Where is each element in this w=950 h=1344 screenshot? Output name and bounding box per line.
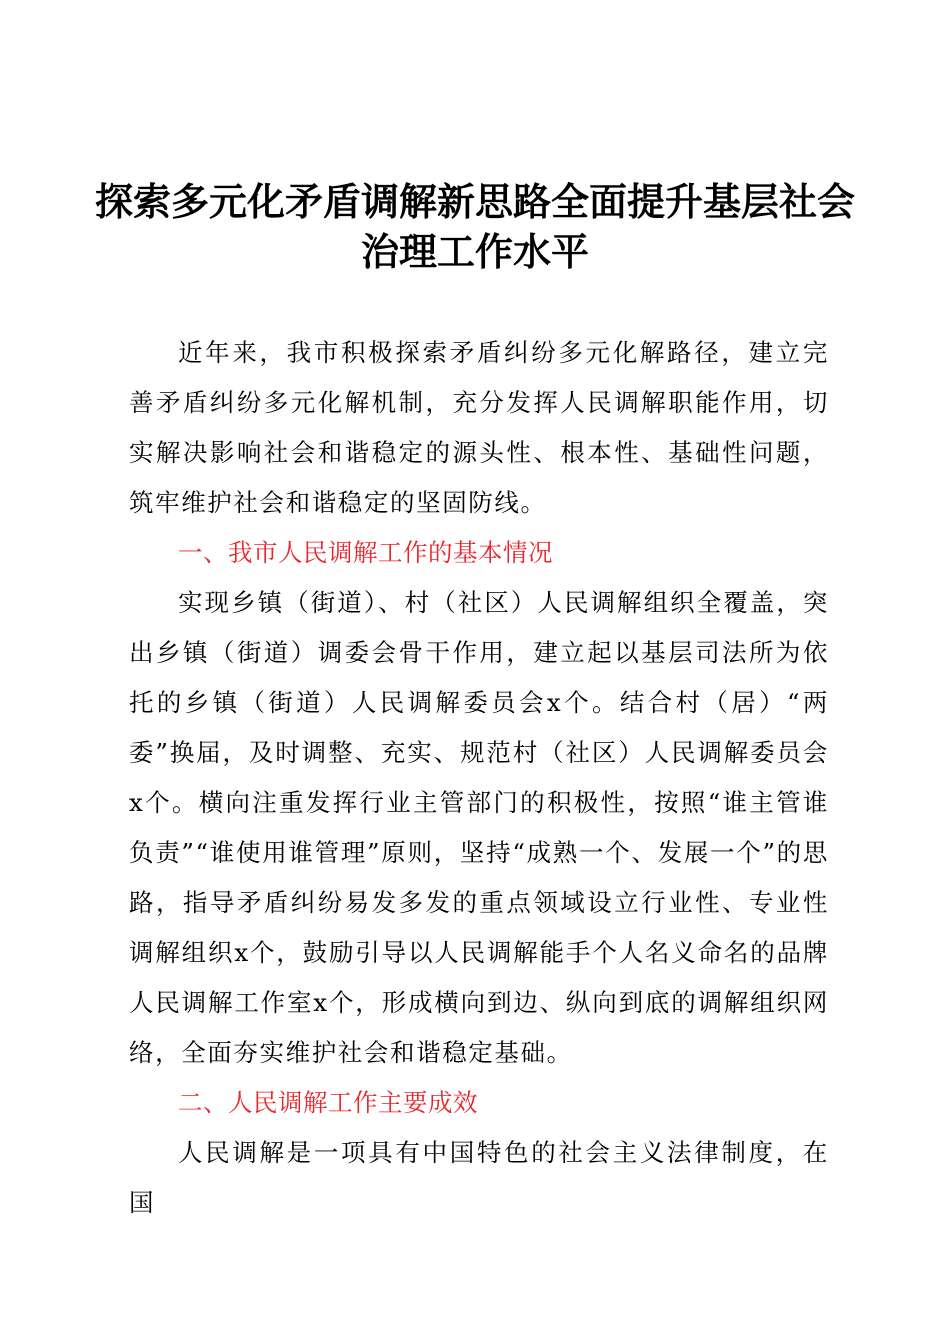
- section-2-heading: 二、人民调解工作主要成效: [178, 1088, 478, 1117]
- section-2-paragraph: 人民调解是一项具有中国特色的社会主义法律制度，在国: [129, 1138, 829, 1217]
- section-1-heading: 一、我市人民调解工作的基本情况: [178, 538, 553, 567]
- section-1-paragraph: 实现乡镇（街道）、村（社区）人民调解组织全覆盖，突出乡镇（街道）调委会骨干作用，建立起以基层司法所为依托的乡镇（街道）人民调解委员会x个。结合村（居）“两委”换届，及时调整、充实、规范村（社区）人民调解委员会x个。横向注重发挥行业主管部门的积极性，按照“谁主管谁负责”“谁使用谁管理”原则，坚持“成熟一个、发展一个”的思路，指导矛盾纠纷易发多发的重点领域设立行业性、专业性调解组织x个，鼓励引导以人民调解能手个人名义命名的品牌人民调解工作室x个，形成横向到边、纵向到底的调解组织网络，全面夯实维护社会和谐稳定基础。: [129, 588, 829, 1067]
- document-body: [129, 328, 829, 1228]
- document-title-line-2: 治理工作水平: [360, 229, 589, 274]
- intro-paragraph: 近年来，我市积极探索矛盾纠纷多元化解路径，建立完善矛盾纠纷多元化解机制，充分发挥人民调解职能作用，切实解决影响社会和谐稳定的源头性、根本性、基础性问题，筑牢维护社会和谐稳定的坚固防线。: [129, 338, 829, 517]
- document-title-line-1: 探索多元化矛盾调解新思路全面提升基层社会: [94, 179, 855, 224]
